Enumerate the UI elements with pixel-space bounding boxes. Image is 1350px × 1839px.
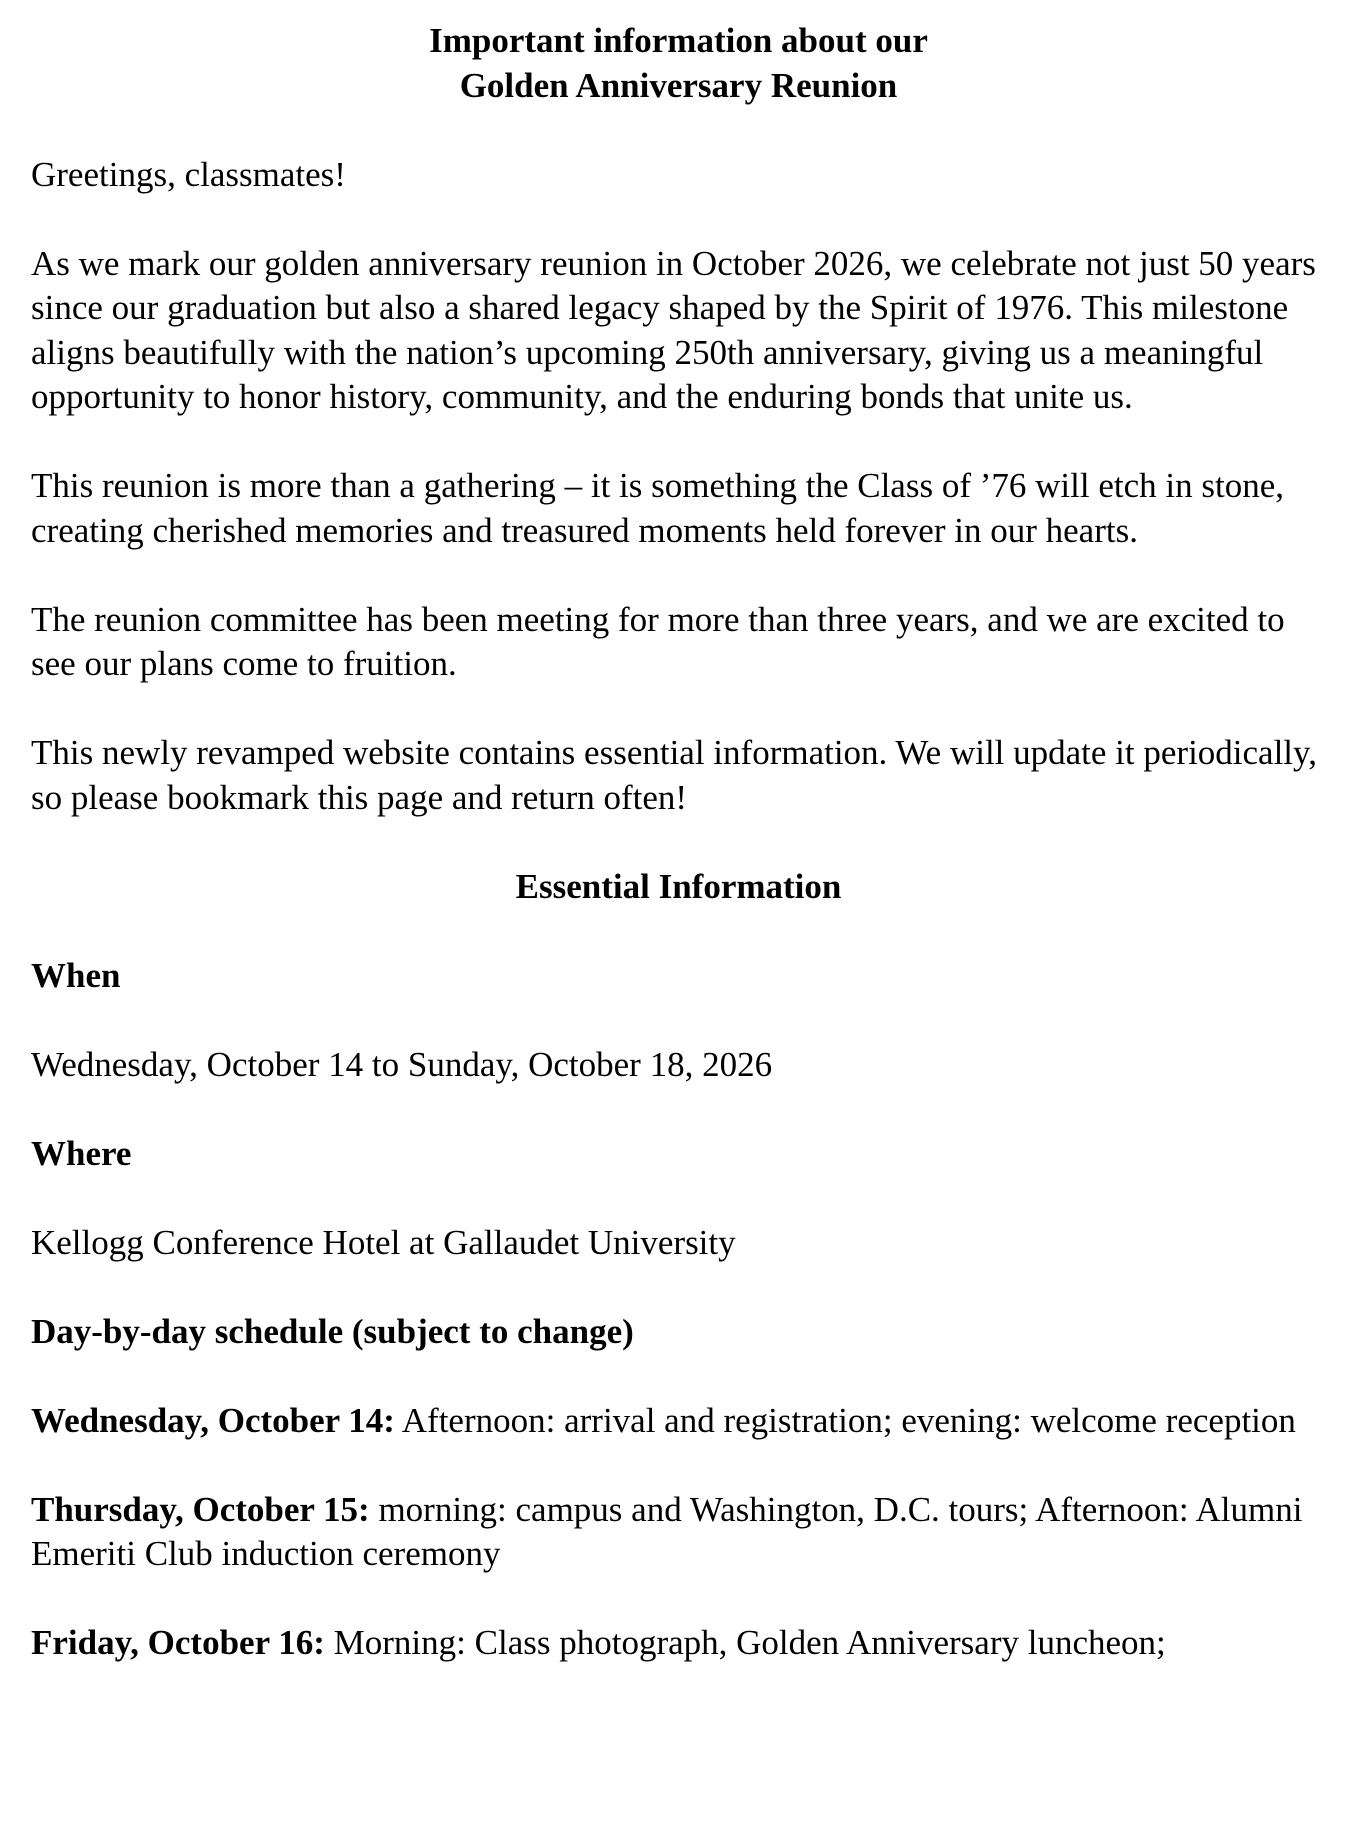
schedule-heading: Day-by-day schedule (subject to change) bbox=[31, 1311, 634, 1351]
reunion-paragraph: This reunion is more than a gathering – it is something the Class of ’76 will etch in stone, creating cherished memories and treasured moments held forever in our hearts. bbox=[31, 466, 1284, 550]
intro-paragraph: As we mark our golden anniversary reunion in October 2026, we celebrate not just 50 years since our graduation but also a shared legacy shaped by the Spirit of 1976. This milestone aligns beautifully with the nation’s upcoming 250th anniversary, giving us a meaningful opportunity to honor history, community, and the enduring bonds that unite us. bbox=[31, 243, 1316, 416]
when-value: Wednesday, October 14 to Sunday, October 18, 2026 bbox=[31, 1044, 773, 1084]
schedule-item-wednesday bbox=[31, 1399, 1331, 1444]
schedule-text: morning: campus and Washington, D.C. tours; Afternoon: Alumni Emeriti Club induction ceremony bbox=[31, 1489, 1303, 1573]
where-label: Where bbox=[31, 1133, 132, 1173]
schedule-item-thursday bbox=[31, 1488, 1331, 1577]
where-value: Kellogg Conference Hotel at Gallaudet University bbox=[31, 1222, 736, 1262]
title-line-1: Important information about our bbox=[429, 21, 928, 60]
page-title bbox=[31, 19, 1326, 108]
schedule-day: Friday, October 16: bbox=[31, 1623, 325, 1662]
greeting: Greetings, classmates! bbox=[31, 154, 346, 194]
document-page bbox=[31, 19, 1331, 1710]
title-line-2: Golden Anniversary Reunion bbox=[459, 65, 898, 105]
schedule-item-friday bbox=[31, 1621, 1331, 1666]
schedule-day: Thursday, October 15: bbox=[31, 1489, 370, 1529]
committee-paragraph: The reunion committee has been meeting for more than three years, and we are excited to see our plans come to fruition. bbox=[31, 599, 1285, 683]
schedule-day: Wednesday, October 14: bbox=[31, 1400, 395, 1440]
essential-info-heading: Essential Information bbox=[515, 866, 842, 906]
when-label: When bbox=[31, 955, 121, 995]
website-paragraph: This newly revamped website contains essential information. We will update it periodically, so please bookmark this page and return often! bbox=[31, 733, 1318, 817]
schedule-text: Morning: Class photograph, Golden Anniversary luncheon; bbox=[333, 1623, 1166, 1662]
schedule-text: Afternoon: arrival and registration; evening: welcome reception bbox=[401, 1400, 1296, 1440]
